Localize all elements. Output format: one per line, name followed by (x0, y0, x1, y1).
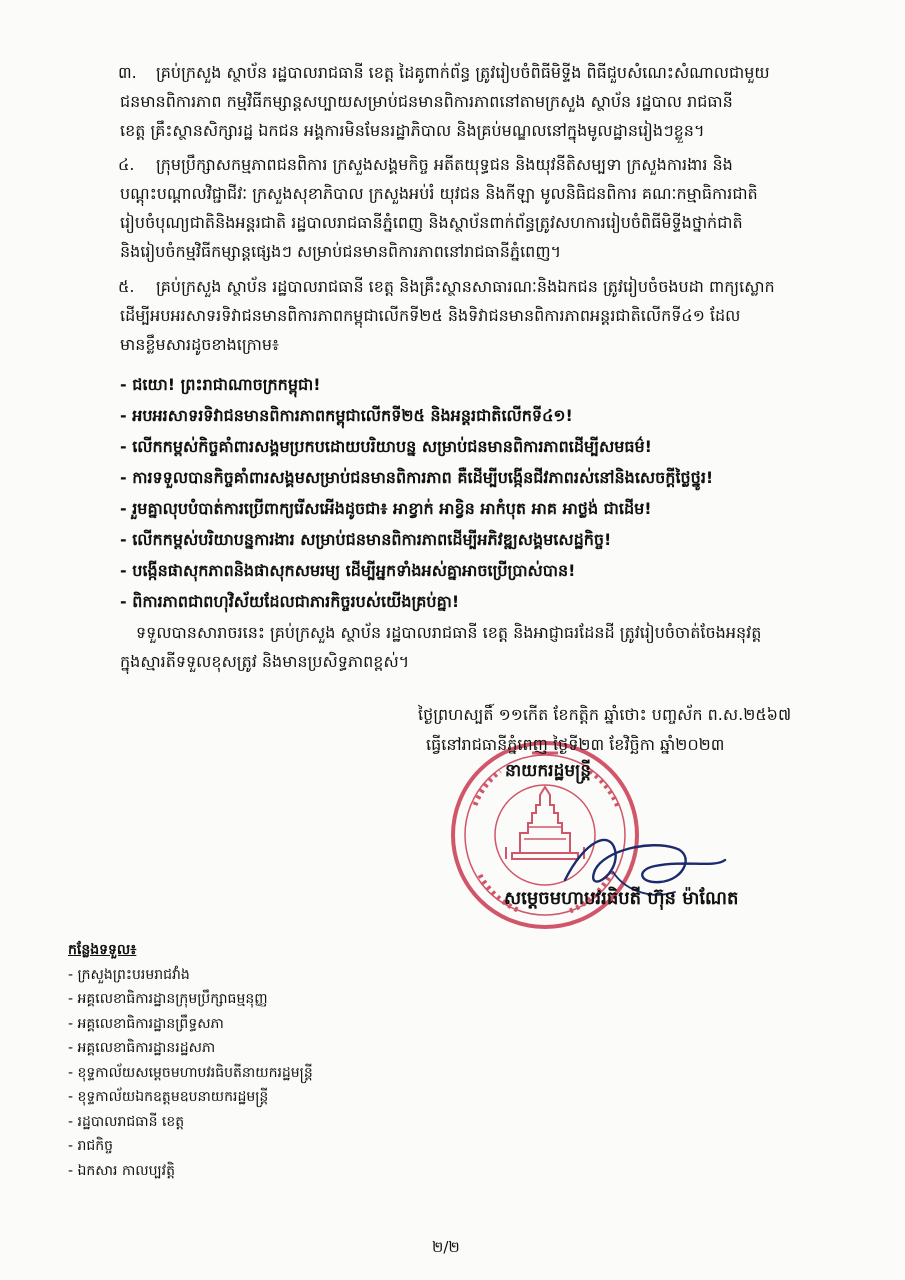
paragraph-line: ក្រុមប្រឹក្សាសកម្មភាពជនពិការ ក្រសួងសង្គមកិច្ច អតីតយុទ្ធជន និងយុវនីតិសម្បទា ក្រសួងការងារ និង (156, 155, 733, 174)
recipient-item: - អគ្គលេខាធិការដ្ឋានរដ្ឋសភា (68, 1040, 216, 1056)
recipient-item: - ខុទ្ទកាល័យសម្តេចមហាបវរធិបតីនាយករដ្ឋមន្ត្រី (68, 1064, 313, 1081)
slogan-item: - ការទទួលបានកិច្ចគាំពារសង្គមសម្រាប់ជនមានពិការភាព គឺដើម្បីបង្កើនជីវភាពរស់នៅនិងសេចក្តីថ្លៃថ្នូរ! (120, 468, 714, 487)
slogan-item: - អបអរសាទរទិវាជនមានពិការភាពកម្ពុជាលើកទី២៥ និងអន្តរជាតិលើកទី៤១! (120, 406, 573, 425)
closing-paragraph (120, 618, 832, 676)
paragraph-number: ៤. (118, 155, 135, 174)
closing-line: ក្នុងស្មារតីទទួលខុសត្រូវ និងមានប្រសិទ្ធភាពខ្ពស់។ (120, 652, 410, 671)
paragraph-line: និងរៀបចំកម្មវិធីកម្សាន្តផ្សេងៗ សម្រាប់ជនមានពិការភាពនៅរាជធានីភ្នំពេញ។ (120, 242, 562, 261)
solar-date: ធ្វើនៅរាជធានីភ្នំពេញ ថ្ងៃទី២៣ ខែវិច្ឆិកា ឆ្នាំ២០២៣ (426, 735, 725, 754)
recipient-list (68, 938, 313, 1183)
lunar-date: ថ្ងៃព្រហស្បតិ៍ ១១កើត ខែកត្តិក ឆ្នាំថោះ បញ្ចស័ក ព.ស.២៥៦៧ (418, 705, 792, 724)
page-number: ២/២ (432, 1238, 460, 1256)
recipient-item: - ក្រសួងព្រះបរមរាជវាំង (68, 966, 190, 983)
slogan-item: - បង្កើនផាសុកភាពនិងផាសុកសមរម្យ ដើម្បីអ្នកទាំងអស់គ្នាអាចប្រើប្រាស់បាន! (120, 561, 576, 580)
recipient-item: - អគ្គលេខាធិការដ្ឋានក្រុមប្រឹក្សាធម្មនុញ្ញ (68, 991, 268, 1007)
recipient-heading: កន្លែងទទួល៖ (68, 942, 137, 958)
paragraph-3 (120, 58, 832, 145)
signatory-title: នាយករដ្ឋមន្ត្រី (505, 761, 591, 781)
paragraph-line: មានខ្លឹមសារដូចខាងក្រោម៖ (120, 335, 280, 354)
recipient-item: - ខុទ្ទកាល័យឯកឧត្តមឧបនាយករដ្ឋមន្ត្រី (68, 1089, 269, 1105)
signatory-name: សម្តេចមហាបវរធិបតី ហ៊ុន ម៉ាណែត (504, 888, 739, 909)
slogan-list (120, 369, 840, 617)
recipient-item: - រដ្ឋបាលរាជធានី ខេត្ត (68, 1113, 185, 1130)
date-block (418, 700, 848, 760)
slogan-item: - រួមគ្នាលុបបំបាត់ការប្រើពាក្យរើសអើងដូចជា៖ អាខ្វាក់ អាខ្វិន អាកំបុត អាគ អាថ្លង់ ជាដើម! (120, 499, 652, 518)
paragraph-number: ៥. (118, 277, 135, 296)
paragraph-4 (120, 150, 832, 266)
recipient-item: - ឯកសារ កាលប្បវត្តិ (68, 1162, 175, 1179)
slogan-item: - ពិការភាពជាពហុវិស័យដែលជាភារកិច្ចរបស់យើងគ្រប់គ្នា! (120, 592, 460, 611)
paragraph-line: បណ្តុះបណ្តាលវិជ្ជាជីវៈ ក្រសួងសុខាភិបាល ក្រសួងអប់រំ យុវជន និងកីឡា មូលនិធិជនពិការ គណៈកម្មាធិការជាតិ (120, 184, 758, 203)
slogan-item: - លើកកម្ពស់បរិយាបន្នការងារ សម្រាប់ជនមានពិការភាពដើម្បីអភិវឌ្ឍសង្គមសេដ្ឋកិច្ច! (120, 530, 612, 549)
paragraph-line: ជនមានពិការភាព កម្មវិធីកម្សាន្តសប្បាយសម្រាប់ជនមានពិការភាពនៅតាមក្រសួង ស្ថាប័ន រដ្ឋបាល រាជធានី (120, 92, 733, 111)
paragraph-5 (120, 272, 832, 359)
recipient-item: - រាជកិច្ច (68, 1138, 114, 1154)
paragraph-line: គ្រប់ក្រសួង ស្ថាប័ន រដ្ឋបាលរាជធានី ខេត្ត និងគ្រឹះស្ថានសាធារណៈនិងឯកជន ត្រូវរៀបចំចងបដា ពាក្យស្លោក (156, 277, 775, 296)
paragraph-line: ដើម្បីអបអរសាទរទិវាជនមានពិការភាពកម្ពុជាលើកទី២៥ និងទិវាជនមានពិការភាពអន្តរជាតិលើកទី៤១ ដែល (120, 306, 741, 325)
closing-line: ទទួលបានសារាចរនេះ គ្រប់ក្រសួង ស្ថាប័ន រដ្ឋបាលរាជធានី ខេត្ត និងអាជ្ញាធរដែនដី ត្រូវរៀបចំចាត់ចែងអនុវត្ត (136, 623, 762, 642)
recipient-item: - អគ្គលេខាធិការដ្ឋានព្រឹទ្ធសភា (68, 1015, 224, 1032)
paragraph-number: ៣. (118, 63, 137, 82)
paragraph-line: រៀបចំបុណ្យជាតិនិងអន្តរជាតិ រដ្ឋបាលរាជធានីភ្នំពេញ និងស្ថាប័នពាក់ព័ន្ធត្រូវសហការរៀបចំពិធីមិទ្ទីងថ្នាក់ជាតិ (120, 213, 743, 232)
paragraph-line: គ្រប់ក្រសួង ស្ថាប័ន រដ្ឋបាលរាជធានី ខេត្ត ដៃគូពាក់ព័ន្ធ ត្រូវរៀបចំពិធីមិទ្ទីង ពិធីជួបសំណេះសំណាលជាមួយ (156, 63, 770, 82)
paragraph-line: ខេត្ត គ្រឹះស្ថានសិក្សារដ្ឋ ឯកជន អង្គការមិនមែនរដ្ឋាភិបាល និងគ្រប់មណ្ឌលនៅក្នុងមូលដ្ឋានរៀងៗខ្លួន។ (120, 121, 705, 140)
slogan-item: - លើកកម្ពស់កិច្ចគាំពារសង្គមប្រកបដោយបរិយាបន្ន សម្រាប់ជនមានពិការភាពដើម្បីសមធម៌! (120, 437, 652, 456)
slogan-item: - ជយោ! ព្រះរាជាណាចក្រកម្ពុជា! (120, 375, 321, 394)
